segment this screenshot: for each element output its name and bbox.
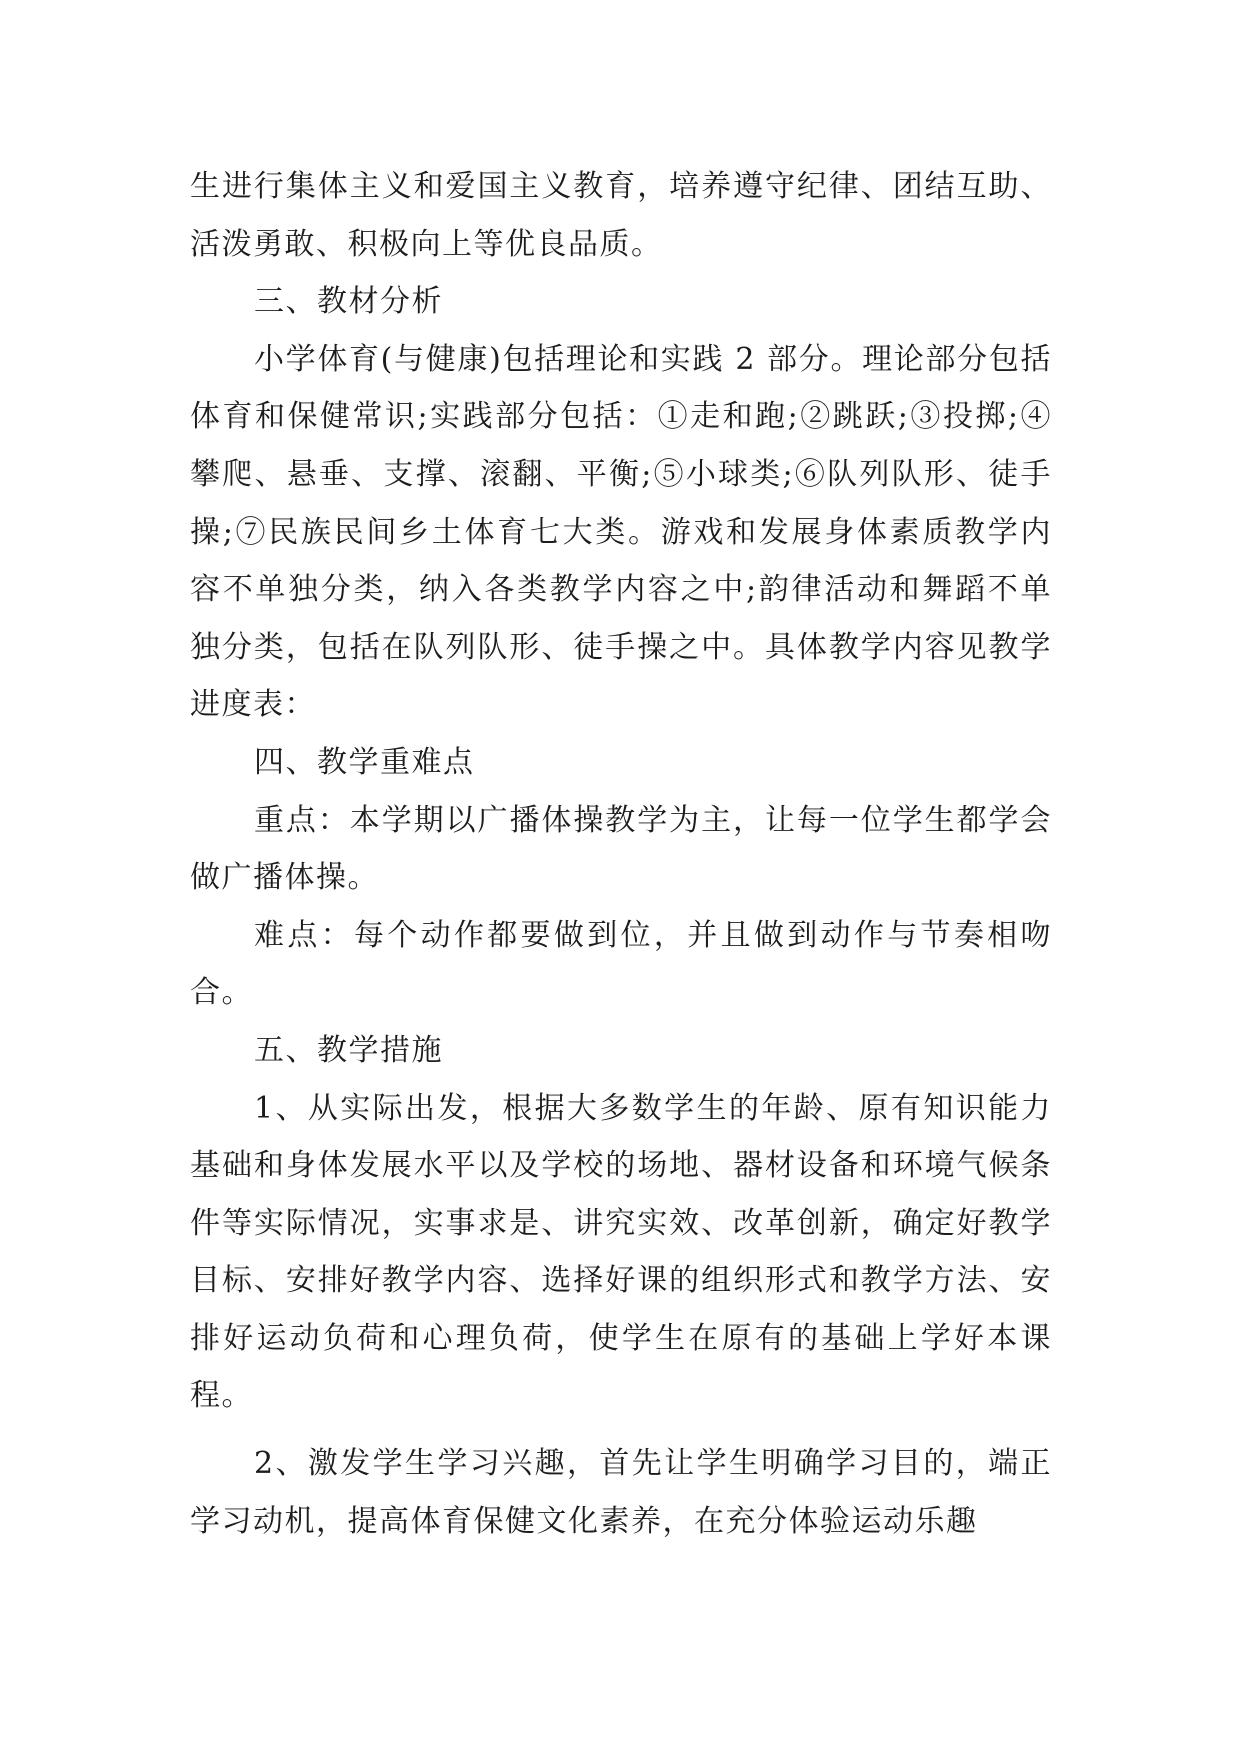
paragraph-continued-moral-education: 生进行集体主义和爱国主义教育，培养遵守纪律、团结互助、活泼勇敢、积极向上等优良品质。 — [190, 169, 1052, 262]
section-heading-key-difficult-points: 四、教学重难点 — [254, 744, 475, 780]
paragraph-key-point: 重点：本学期以广播体操教学为主，让每一位学生都学会做广播体操。 — [190, 802, 1052, 896]
section-heading-textbook-analysis: 三、教材分析 — [254, 284, 443, 320]
paragraph-measure-1: 1、从实际出发，根据大多数学生的年龄、原有知识能力基础和身体发展水平以及学校的场地、器材设备和环境气候条件等实际情况，实事求是、讲究实效、改革创新，确定好教学目标、安排好教学内容、选择好课的组织形式和教学方法、安排好运动负荷和心理负荷，使学生在原有的基础上学好本课程。 — [190, 1090, 1052, 1414]
paragraph-difficult-point: 难点：每个动作都要做到位，并且做到动作与节奏相吻合。 — [190, 917, 1052, 1011]
section-heading-teaching-measures: 五、教学措施 — [254, 1032, 443, 1068]
paragraph-curriculum-content: 小学体育(与健康)包括理论和实践 2 部分。理论部分包括体育和保健常识;实践部分包括：①走和跑;②跳跃;③投掷;④攀爬、悬垂、支撑、滚翻、平衡;⑤小球类;⑥队列队形、徒手操;⑦民族民间乡土体育七大类。游戏和发展身体素质教学内容不单独分类，纳入各类教学内容之中;韵律活动和舞蹈不单独分类，包括在队列队形、徒手操之中。具体教学内容见教学进度表： — [190, 341, 1052, 723]
document-body — [190, 158, 1052, 1550]
paragraph-measure-2: 2、激发学生学习兴趣，首先让学生明确学习目的，端正学习动机，提高体育保健文化素养，在充分体验运动乐趣 — [190, 1446, 1052, 1539]
